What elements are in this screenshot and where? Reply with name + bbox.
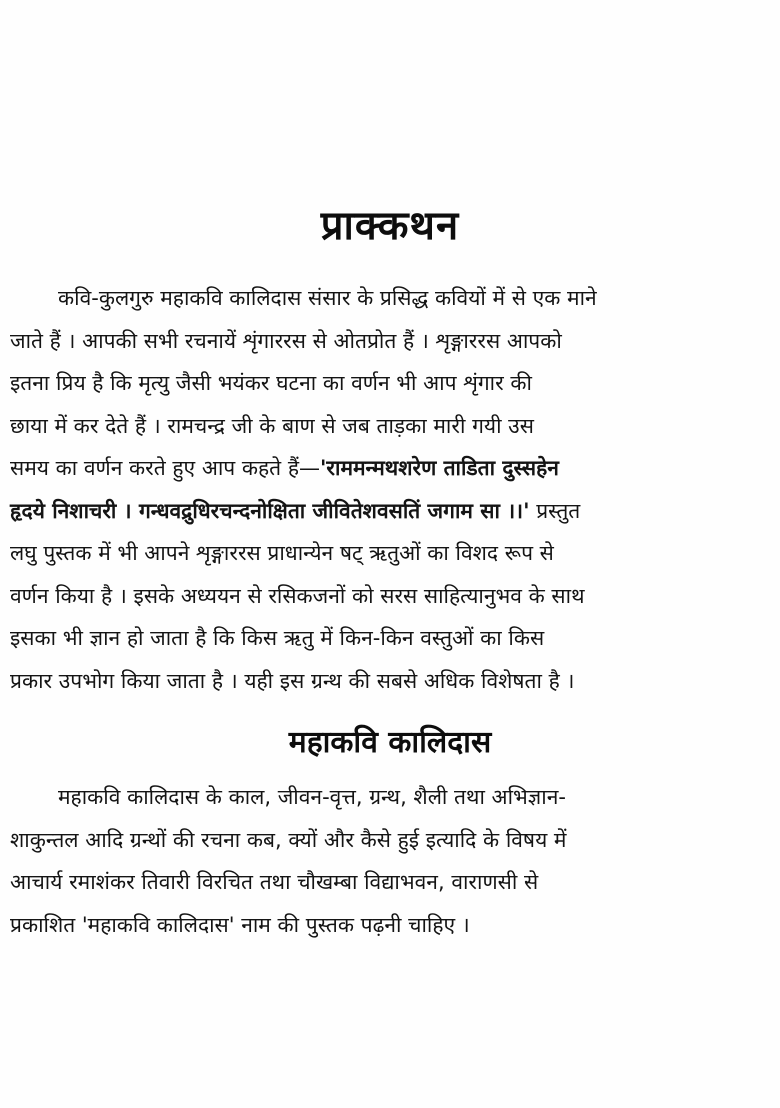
text-line [10,452,559,484]
text-line-plain: समय का वर्णन करते हुए आप कहते हैं— [10,456,320,480]
text-line: प्रकाशित 'महाकवि कालिदास' नाम की पुस्तक पढ़नी चाहिए । [10,913,470,937]
kalidas-heading: महाकवि कालिदास [288,725,492,760]
text-line [10,495,580,527]
text-line: प्रकार उपभोग किया जाता है । यही इस ग्रन्थ की सबसे अधिक विशेषता है । [10,669,575,693]
text-line-plain: प्रस्तुत [529,499,581,523]
text-line: वर्णन किया है । इसके अध्ययन से रसिकजनों को सरस साहित्यानुभव के साथ [10,584,585,608]
text-line: आचार्य रमाशंकर तिवारी विरचित तथा चौखम्बा विद्याभवन, वाराणसी से [10,870,539,894]
text-line: छाया में कर देते हैं । रामचन्द्र जी के बाण से जब ताड़का मारी गयी उस [10,414,534,438]
text-line: कवि-कुलगुरु महाकवि कालिदास संसार के प्रसिद्ध कवियों में से एक माने [58,286,597,310]
text-line: लघु पुस्तक में भी आपने शृङ्गाररस प्राधान्येन षट् ऋतुओं का विशद रूप से [10,541,554,565]
sanskrit-quote-end: हृदये निशाचरी । गन्धवद्रुधिरचन्दनोक्षिता जीवितेशवसतिं जगाम सा ।।' [10,499,530,523]
text-line: इतना प्रिय है कि मृत्यु जैसी भयंकर घटना का वर्णन भी आप शृंगार की [10,371,532,395]
text-line: जाते हैं । आपकी सभी रचनायें शृंगाररस से ओतप्रोत हैं । शृङ्गाररस आपको [10,329,562,353]
text-line: शाकुन्तल आदि ग्रन्थों की रचना कब, क्यों और कैसे हुई इत्यादि के विषय में [10,828,567,852]
text-line: महाकवि कालिदास के काल, जीवन-वृत्त, ग्रन्थ, शैली तथा अभिज्ञान- [58,785,566,809]
preface-heading: प्राक्कथन [320,203,460,249]
sanskrit-quote-start: 'राममन्मथशरेण ताडिता दुस्सहेन [319,456,559,480]
text-line: इसका भी ज्ञान हो जाता है कि किस ऋतु में किन-किन वस्तुओं का किस [10,626,545,650]
